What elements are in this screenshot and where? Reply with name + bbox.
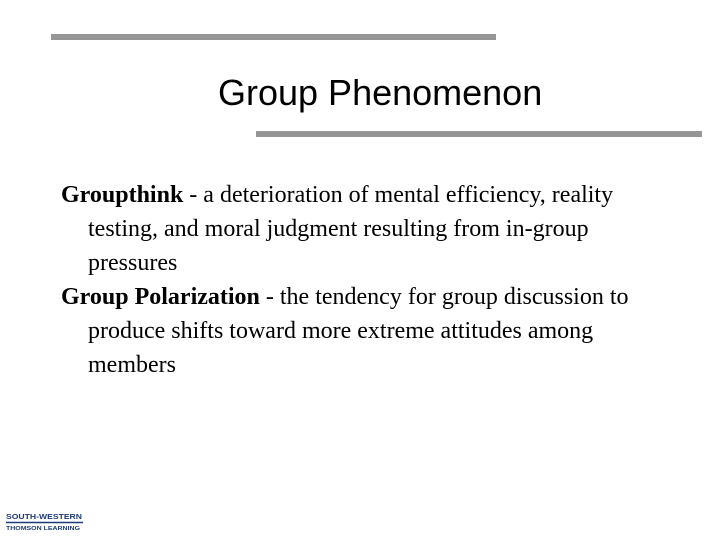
definition-text-group-polarization: the tendency for group discussion to produce shifts toward more extreme attitudes among members (88, 284, 629, 378)
definitions-list (61, 178, 671, 382)
separator: - (183, 182, 204, 208)
definition-groupthink (61, 178, 671, 280)
definition-text-groupthink: a deterioration of mental efficiency, reality testing, and moral judgment resulting from in-group pressures (88, 182, 614, 276)
slide-title: Group Phenomenon (218, 72, 543, 113)
definition-group-polarization (61, 280, 671, 382)
term-groupthink: Groupthink (61, 182, 184, 208)
publisher-logo-icon (6, 511, 84, 533)
logo-line1: SOUTH-WESTERN (6, 512, 82, 521)
top-decorative-rule (51, 34, 496, 40)
bottom-decorative-rule (256, 131, 702, 137)
publisher-logo (6, 511, 84, 533)
logo-line2: THOMSON LEARNING (6, 526, 80, 532)
term-group-polarization: Group Polarization (61, 284, 260, 310)
separator: - (259, 284, 280, 310)
